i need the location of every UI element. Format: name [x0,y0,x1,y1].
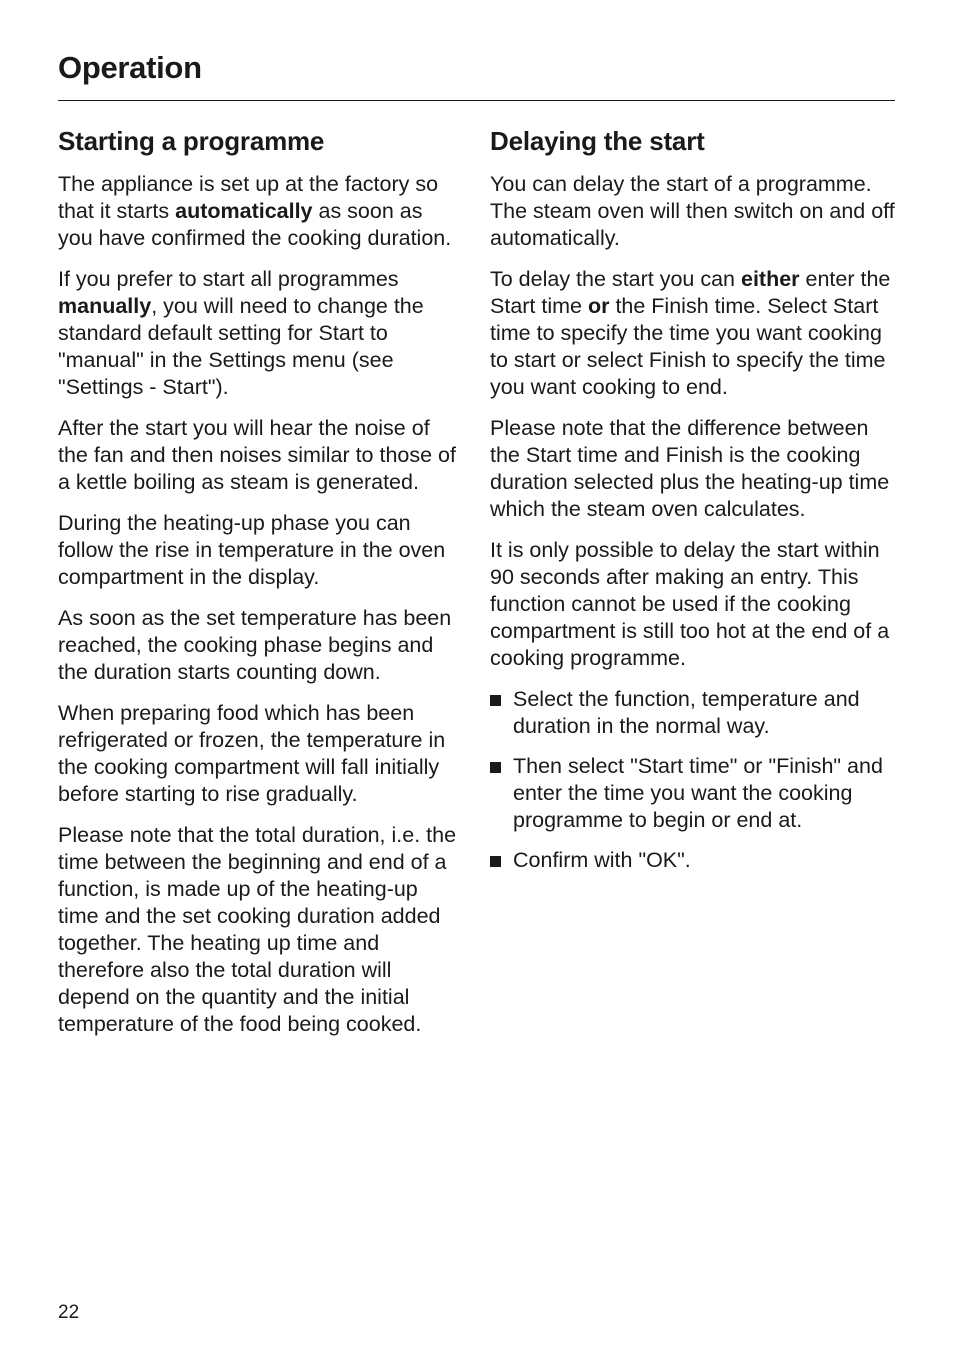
page-title: Operation [58,50,202,85]
text: The appliance is set up at the factory so that it starts [58,172,439,223]
bullet-square-icon [490,762,501,773]
paragraph: You can delay the start of a programme. The steam oven will then switch on and off automatically. [490,172,895,250]
emphasis-text: manually [58,294,152,318]
emphasis-text: or [587,294,610,318]
paragraph [58,266,463,401]
section-heading-delaying: Delaying the start [490,126,705,156]
right-column [490,123,900,887]
page-number: 22 [58,1302,80,1323]
list-item-text: Select the function, temperature and duration in the normal way. [513,687,860,738]
paragraph: Please note that the total duration, i.e. the time between the beginning and end of a function, is made up of the heating-up time and the set cooking duration added together. The heating up time and therefore also the total duration will depend on the quantity and the initial temperature of the food being cooked. [58,823,457,1036]
list-item [490,686,900,740]
text: , you will need to change the standard default setting for Start to "manual" in the Settings menu (see "Settings - Start"). [58,294,424,399]
section-heading-starting: Starting a programme [58,126,325,156]
paragraph: After the start you will hear the noise of the fan and then noises similar to those of a kettle boiling as steam is generated. [58,416,456,494]
paragraph: It is only possible to delay the start within 90 seconds after making an entry. This function cannot be used if the cooking compartment is still too hot at the end of a cooking programme. [490,538,890,670]
paragraph [58,171,463,252]
list-item [490,847,900,874]
left-column [58,123,463,1052]
emphasis-text: either [740,267,800,291]
instruction-list [490,686,900,874]
bullet-square-icon [490,856,501,867]
paragraph: When preparing food which has been refrigerated or frozen, the temperature in the cooking compartment will fall initially before starting to rise gradually. [58,701,446,806]
paragraph: During the heating-up phase you can follow the rise in temperature in the oven compartment in the display. [58,511,446,589]
title-divider [58,100,895,101]
list-item-text: Confirm with "OK". [513,848,691,872]
text: To delay the start you can [490,267,741,291]
paragraph [490,266,900,401]
text: the Finish time. Select Start time to specify the time you want cooking to start or select Finish to specify the time you want cooking to end. [490,294,886,399]
paragraph: Please note that the difference between the Start time and Finish is the cooking duration selected plus the heating-up time which the steam oven calculates. [490,416,890,521]
paragraph: As soon as the set temperature has been reached, the cooking phase begins and the duration starts counting down. [58,606,452,684]
emphasis-text: automatically [175,199,313,223]
bullet-square-icon [490,695,501,706]
text: enter the Start time [490,267,891,318]
text: as soon as you have confirmed the cooking duration. [58,199,452,250]
list-item-text: Then select "Start time" or "Finish" and enter the time you want the cooking programme to begin or end at. [513,754,883,832]
text: If you prefer to start all programmes [58,267,399,291]
list-item [490,753,900,834]
